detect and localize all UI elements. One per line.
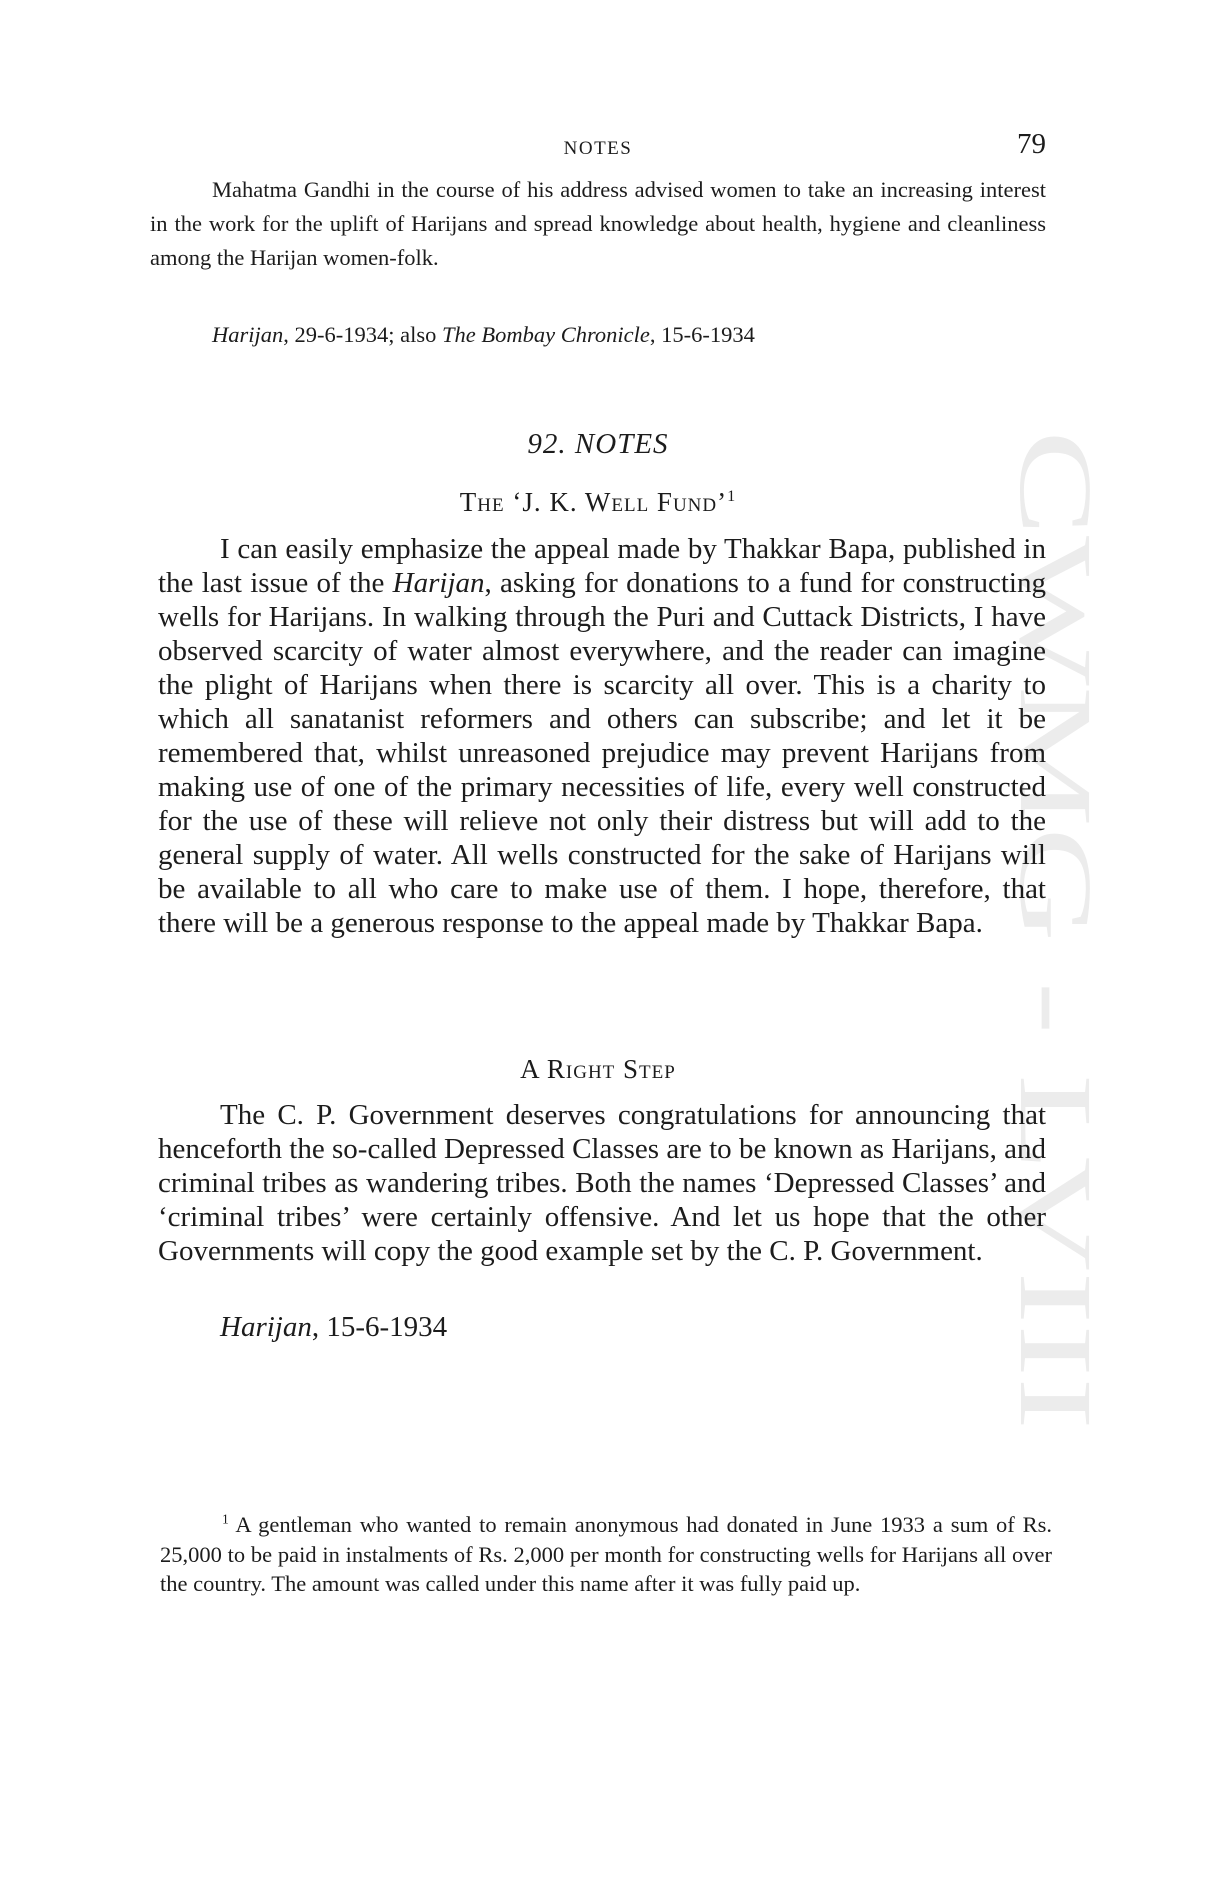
intro-paragraph: Mahatma Gandhi in the course of his address advised women to take an increasing interest in the work for the uplift of Harijans and spread knowledge about health, hygiene and cleanliness among the Harijan women-folk. (150, 177, 1046, 270)
note-heading-right-step: A Right Step (520, 1054, 676, 1084)
citation-source: Harijan (212, 322, 284, 347)
footnote-text (160, 1510, 1052, 1599)
citation-source: Harijan (220, 1311, 312, 1343)
footnote-number: 1 (222, 1511, 229, 1527)
note-body-right-step: The C. P. Government deserves congratulations for announcing that henceforth the so-called Depressed Classes are to be known as Harijans, and criminal tribes as wandering tribes. Both the names ‘Depressed Classes’ and ‘criminal tribes’ were certainly offensive. And let us hope that the other Governments will copy the good example set by the C. P. Government. (158, 1099, 1046, 1267)
footnote-mark: 1 (727, 487, 737, 505)
footnote (160, 1510, 1052, 1599)
note-body-jk-well-fund (158, 532, 1046, 940)
citation-source: The Bombay Chronicle (442, 322, 650, 347)
note-heading-jk-well-fund (150, 487, 1046, 518)
section-citation (220, 1310, 447, 1344)
footnote-body: A gentleman who wanted to remain anonymous had donated in June 1933 a sum of Rs. 25,000 to be paid in instalments of Rs. 2,000 per month for constructing wells for Harijans all over the country. The amount was called under this name after it was fully paid up. (160, 1512, 1052, 1596)
note-text: I can easily emphasize the appeal made by Thakkar Bapa, published in the last issue of the (158, 533, 1046, 599)
running-head (150, 128, 1046, 162)
citation-date: , 15-6-1934 (649, 322, 755, 347)
note-heading-text: The ‘J. K. Well Fund’ (459, 487, 728, 517)
page-number: 79 (1017, 128, 1046, 160)
note-text: , asking for donations to a fund for constructing wells for Harijans. In walking through the Puri and Cuttack Districts, I have observed scarcity of water almost everywhere, and the reader can imagine the plight of Harijans when there is scarcity all over. This is a charity to which all sanatanist reformers and others can subscribe; and let it be remembered that, whilst unreasoned prejudice may prevent Harijans from making use of one of the primary necessities of life, every well constructed for the use of these will relieve not only their distress but will add to the general supply of water. All wells constructed for the sake of Harijans will be available to all who care to make use of them. I hope, therefore, that there will be a generous response to the appeal made by Thakkar Bapa. (158, 567, 1046, 939)
running-title: NOTES (563, 138, 633, 159)
watermark-text: CWMG - LVIII (998, 430, 1113, 1085)
citation-date: , 29-6-1934; also (283, 322, 442, 347)
citation-date: , 15-6-1934 (311, 1311, 448, 1343)
section-title: 92. NOTES (527, 428, 669, 460)
intro-citation (212, 322, 755, 348)
newspaper-title: Harijan (392, 567, 485, 599)
